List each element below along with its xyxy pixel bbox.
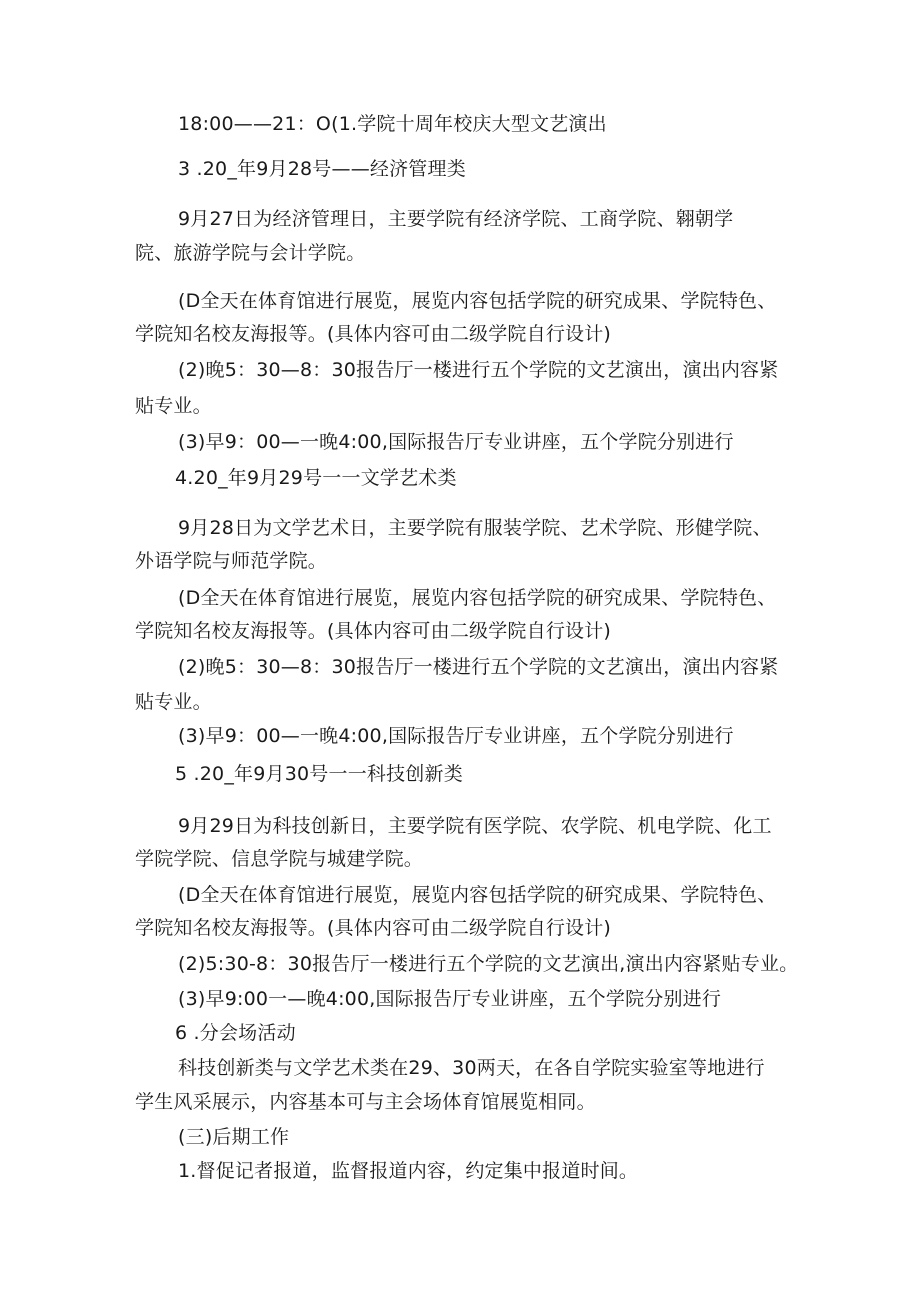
- list-item-continuation: 学院知名校友海报等。(具体内容可由二级学院自行设计): [135, 323, 612, 345]
- section-heading: (三)后期工作: [178, 1126, 290, 1148]
- paragraph-line: 科技创新类与文学艺术类在29、30两天，在各自学院实验室等地进行: [178, 1057, 765, 1079]
- list-item: (D全天在体育馆进行展览，展览内容包括学院的研究成果、学院特色、: [178, 290, 777, 312]
- section-heading: 3 .20_年9月28号——经济管理类: [178, 158, 466, 180]
- list-item: (3)早9:00一—晚4:00,国际报告厅专业讲座，五个学院分别进行: [178, 988, 722, 1010]
- list-item: (D全天在体育馆进行展览，展览内容包括学院的研究成果、学院特色、: [178, 884, 777, 906]
- list-item: (2)晚5：30—8：30报告厅一楼进行五个学院的文艺演出，演出内容紧: [178, 656, 779, 678]
- paragraph-line: 9月28日为文学艺术日，主要学院有服装学院、艺术学院、形健学院、: [178, 517, 772, 539]
- paragraph-line: 9月29日为科技创新日，主要学院有医学院、农学院、机电学院、化工: [178, 815, 772, 837]
- paragraph-line: 9月27日为经济管理日，主要学院有经济学院、工商学院、翱朝学: [178, 208, 734, 230]
- list-item: (2)5:30-8：30报告厅一楼进行五个学院的文艺演出,演出内容紧贴专业。: [178, 953, 799, 975]
- list-item: (2)晚5：30—8：30报告厅一楼进行五个学院的文艺演出，演出内容紧: [178, 359, 779, 381]
- section-heading: 5 .20_年9月30号一一科技创新类: [175, 763, 463, 785]
- section-heading: 6 .分会场活动: [175, 1022, 296, 1044]
- list-item-continuation: 贴专业。: [135, 395, 212, 417]
- list-item: (3)早9：00—一晚4:00,国际报告厅专业讲座，五个学院分别进行: [178, 431, 734, 453]
- schedule-line: 18:00——21：O(1.学院十周年校庆大型文艺演出: [178, 113, 607, 135]
- paragraph-line: 院、旅游学院与会计学院。: [135, 242, 366, 264]
- paragraph-line: 学生风采展示，内容基本可与主会场体育馆展览相同。: [135, 1091, 596, 1113]
- list-item: 1.督促记者报道，监督报道内容，约定集中报道时间。: [178, 1160, 639, 1182]
- paragraph-line: 外语学院与师范学院。: [135, 550, 328, 572]
- list-item: (D全天在体育馆进行展览，展览内容包括学院的研究成果、学院特色、: [178, 587, 777, 609]
- paragraph-line: 学院学院、信息学院与城建学院。: [135, 848, 424, 870]
- list-item-continuation: 学院知名校友海报等。(具体内容可由二级学院自行设计): [135, 620, 612, 642]
- section-heading: 4.20_年9月29号一一文学艺术类: [175, 467, 457, 489]
- list-item-continuation: 学院知名校友海报等。(具体内容可由二级学院自行设计): [135, 917, 612, 939]
- list-item: (3)早9：00—一晚4:00,国际报告厅专业讲座，五个学院分别进行: [178, 725, 734, 747]
- list-item-continuation: 贴专业。: [135, 691, 212, 713]
